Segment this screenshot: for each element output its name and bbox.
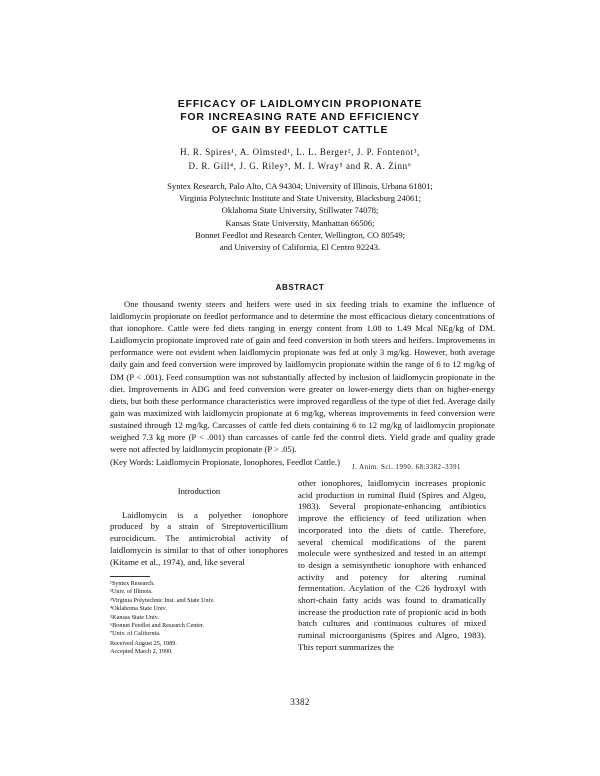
introduction-heading: Introduction — [177, 486, 221, 496]
abstract-heading: ABSTRACT — [275, 283, 325, 292]
page-number: 3382 — [290, 697, 310, 707]
left-column — [110, 486, 288, 568]
author-list — [100, 145, 500, 173]
footnote: ³Virginia Polytechnic Inst. and State Univ. — [110, 596, 215, 604]
author-line: H. R. Spires¹, A. Olmsted¹, L. L. Berger², J. P. Fontenot³, — [180, 147, 420, 157]
footnote: ⁴Oklahoma State Univ. — [110, 605, 167, 613]
affiliation-line: Virginia Polytechnic Institute and State University, Blacksburg 24061; — [178, 193, 422, 204]
keywords: (Key Words: Laidlomycin Propionate, Ionophores, Feedlot Cattle.) — [110, 457, 340, 467]
affiliation-line: Syntex Research, Palo Alto, CA 94304; University of Illinois, Urbana 61801; — [167, 181, 433, 191]
footnote: ⁶Bonnet Feedlot and Research Center. — [110, 622, 205, 630]
affiliation-line: Bonnet Feedlot and Research Center, Wellington, CO 80549; — [194, 229, 406, 240]
affiliation-line: Oklahoma State University, Stillwater 74078; — [221, 205, 379, 216]
intro-paragraph-right: other ionophores, laidlomycin increases propionic acid production in ruminal fluid (Spires and Algeo, 1983). Several propionate-enhancing antibiotics improve the efficiency of feed utilization when incorporated into the diets of cattle. Therefore, several chemical modifications of the parent molecule were synthesized and tested in an attempt to design a semisynthetic ionophore with enhanced activity and potency for altering ruminal fermentation. Acylation of the C26 hydroxyl with short-chain fatty acids was found to dramatically increase the production rate of propionic acid in both batch cultures and continuous cultures of mixed ruminal microorganisms (Spires and Algeo, 1983). This report summarizes the — [298, 478, 486, 652]
intro-paragraph-left: Laidlomycin is a polyether ionophore produced by a strain of Streptoverticillium eurocidicum. The antimicrobial activity of laidlomycin is similar to that of other ionophores (Kitame et al., 1974), and, like several — [110, 509, 288, 567]
footnote: ¹Syntex Research. — [110, 580, 155, 587]
affiliation-line: Kansas State University, Manhattan 66506; — [225, 217, 375, 228]
title-line: OF GAIN BY FEEDLOT CATTLE — [211, 124, 389, 136]
accepted-date: Accepted March 2, 1990. — [110, 648, 173, 656]
title-line: FOR INCREASING RATE AND EFFICIENCY — [180, 111, 420, 123]
footnote: ⁵Kansas State Univ. — [110, 613, 160, 621]
title-line: EFFICACY OF LAIDLOMYCIN PROPIONATE — [177, 98, 423, 110]
right-column — [298, 478, 486, 654]
footnote: ⁷Univ. of California. — [110, 630, 161, 638]
affiliations — [80, 180, 520, 253]
footnote: ²Univ. of Illinois. — [110, 588, 153, 596]
affiliation-line: and University of California, El Centro 92243. — [219, 242, 381, 253]
received-date: Received August 25, 1989. — [110, 639, 177, 647]
author-line: D. R. Gill⁴, J. G. Riley⁵, M. I. Wray⁵ and R. A. Zinn⁶ — [188, 161, 412, 171]
abstract-body: One thousand twenty steers and heifers were used in six feeding trials to examine the influence of laidlomycin propionate on feedlot performance and to determine the most efficacious dietary concentrations of that ionophore. Cattle were fed diets ranging in energy content from 1.08 to 1.49 Mcal NEg/kg of DM. Laidlomycin propionate improved rate of gain and feed conversion in both steers and heifers. Improvements in performance were not evident when laidlomycin propionate was fed at only 3 mg/kg. However, both average daily gain and feed conversion were improved by laidlomycin propionate within the range of 6 to 12 mg/kg of DM (P < .001). Feed consumption was not substantially affected by inclusion of laidlomycin propionate in the diet. Improvements in ADG and feed conversion were greater on lower-energy diets than on higher-energy diets, but both these performance characteristics were improved regardless of the type of diet fed. Average daily gain was maximized with laidlomycin propionate at 6 mg/kg, whereas improvements in feed conversion were sustained through 12 mg/kg. Carcasses of cattle fed diets containing 6 to 12 mg/kg of laidlomycin propionate weighed 7.3 kg more (P < .001) than carcasses of cattle fed the control diets. Yield grade and quality grade were not affected by laidlomycin propionate (P > .05). — [110, 299, 495, 455]
paper-title — [100, 98, 500, 137]
footnotes — [110, 580, 290, 657]
journal-citation: J. Anim. Sci. 1990. 68:3382–3391 — [352, 464, 461, 471]
footnote-divider — [110, 576, 150, 577]
